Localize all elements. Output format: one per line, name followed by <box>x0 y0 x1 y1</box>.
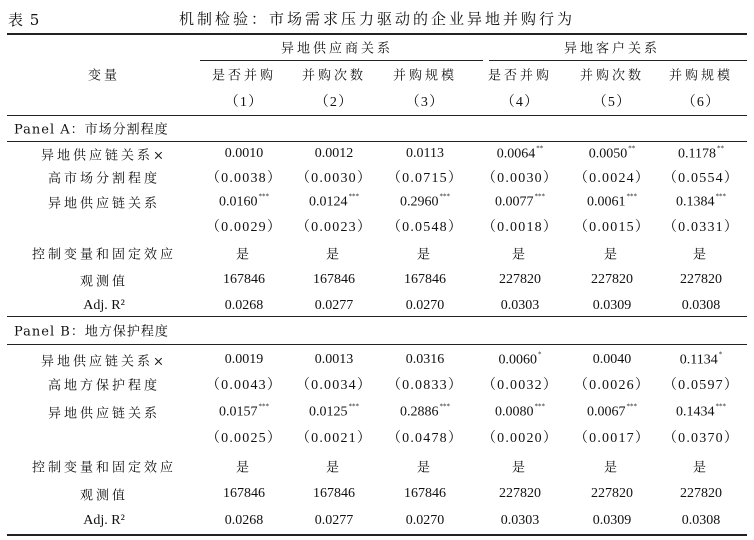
cell-value: 是 <box>692 460 710 476</box>
cell-value: 是 <box>325 460 343 476</box>
table-cell <box>682 513 721 529</box>
table-cell <box>587 404 637 421</box>
row-label: Adj. R² <box>83 513 125 528</box>
row-label: Adj. R² <box>83 298 125 313</box>
table-cell <box>574 427 650 447</box>
row-label: 异地供应链关系× <box>41 148 167 164</box>
cell-value: 0.2960 <box>400 194 439 210</box>
cell-value: 0.0160 <box>219 194 258 210</box>
table-cell <box>501 513 540 529</box>
cell-value: 0.1384 <box>676 194 715 210</box>
significance-stars: *** <box>626 192 637 201</box>
significance-stars: *** <box>715 402 726 411</box>
table-cell <box>387 427 463 447</box>
table-cell <box>296 216 372 236</box>
cell-value: 167846 <box>313 486 355 501</box>
table-cell <box>574 167 650 187</box>
cell-value: 0.1434 <box>676 404 715 420</box>
table-cell <box>680 272 722 288</box>
table-cell <box>406 298 445 314</box>
table-cell <box>223 272 265 288</box>
cell-value: 是 <box>235 460 253 476</box>
significance-stars: * <box>538 350 542 359</box>
table-cell <box>417 244 433 263</box>
variable-header: 变量 <box>87 68 121 84</box>
table-cell <box>225 146 264 162</box>
cell-value: 0.1134 <box>679 352 718 368</box>
table-cell <box>676 404 726 421</box>
panel-a-rule <box>7 141 747 142</box>
bottom-rule <box>7 534 747 536</box>
cell-value: 0.0303 <box>500 513 540 528</box>
cell-value: （0.0030） <box>295 171 373 186</box>
cell-value: 0.0050 <box>588 146 628 162</box>
cell-value: 0.0061 <box>587 194 626 210</box>
cell-value: 0.0277 <box>314 298 354 313</box>
table-cell <box>406 146 444 162</box>
cell-value: （0.0021） <box>295 431 373 446</box>
cell-value: 167846 <box>404 486 446 501</box>
table-cell <box>680 486 722 502</box>
sub-header: 是否并购 <box>487 68 553 84</box>
row-label: 高地方保护程度 <box>47 378 161 394</box>
cell-value: 0.0077 <box>495 194 534 210</box>
cell-value: 227820 <box>591 486 633 501</box>
top-rule <box>7 33 747 35</box>
table-cell <box>499 352 542 369</box>
table-cell <box>678 146 724 163</box>
cell-value: （0.0715） <box>386 171 464 186</box>
table-cell <box>313 272 355 288</box>
cell-value: 0.0012 <box>314 146 354 161</box>
table-cell <box>326 244 342 263</box>
cell-value: （0.0331） <box>662 220 740 235</box>
row-label: 异地供应链关系× <box>41 354 167 370</box>
table-cell <box>495 404 545 421</box>
sub-header: 并购次数 <box>579 68 645 84</box>
table-cell <box>387 167 463 187</box>
cell-value: 0.0268 <box>224 298 264 313</box>
table-cell <box>219 404 269 421</box>
cell-value: 是 <box>603 247 621 263</box>
table-cell <box>682 298 721 314</box>
table-cell <box>315 513 354 529</box>
significance-stars: *** <box>626 402 637 411</box>
table-cell <box>315 146 354 162</box>
panel-b-title: Panel B：地方保护程度 <box>14 324 169 340</box>
cell-value: 0.0080 <box>495 404 534 420</box>
cell-value: 0.0113 <box>406 146 444 161</box>
table-cell <box>315 352 354 368</box>
header-bottom-rule <box>7 115 747 116</box>
table-cell <box>417 457 433 476</box>
sub-header: 并购规模 <box>668 68 734 84</box>
group-header-supplier: 异地供应商关系 <box>280 41 394 57</box>
significance-stars: *** <box>348 402 359 411</box>
sub-header: 是否并购 <box>211 68 277 84</box>
cell-value: 0.0019 <box>224 352 264 367</box>
column-number: （5） <box>592 95 632 110</box>
cell-value: 0.0309 <box>592 513 632 528</box>
cell-value: （0.0029） <box>205 220 283 235</box>
table-cell <box>296 374 372 394</box>
cell-value: （0.0030） <box>481 171 559 186</box>
cell-value: （0.0478） <box>386 431 464 446</box>
table-cell <box>591 486 633 502</box>
group-rule-customer <box>489 60 747 61</box>
table-cell <box>387 216 463 236</box>
cell-value: 是 <box>603 460 621 476</box>
table-cell <box>400 404 450 421</box>
table-cell <box>309 404 359 421</box>
row-label: 控制变量和固定效应 <box>31 460 177 476</box>
table-cell <box>236 244 252 263</box>
table-cell <box>406 352 445 368</box>
table-cell <box>604 457 620 476</box>
table-cell <box>225 513 264 529</box>
table-cell <box>512 244 528 263</box>
table-cell <box>315 298 354 314</box>
cell-value: 167846 <box>404 272 446 287</box>
cell-value: 是 <box>325 247 343 263</box>
cell-value: （0.0038） <box>205 171 283 186</box>
cell-value: （0.0017） <box>573 431 651 446</box>
table-cell <box>676 194 726 211</box>
cell-value: 0.0067 <box>587 404 626 420</box>
cell-value: 0.0013 <box>314 352 354 367</box>
table-cell <box>663 167 739 187</box>
row-label: 观测值 <box>79 488 129 504</box>
table-cell <box>225 352 264 368</box>
cell-value: 227820 <box>680 272 722 287</box>
cell-value: （0.0548） <box>386 220 464 235</box>
table-cell <box>309 194 359 211</box>
cell-value: 0.0124 <box>309 194 348 210</box>
table-cell <box>236 457 252 476</box>
cell-value: 0.0308 <box>681 298 721 313</box>
cell-value: 0.2886 <box>400 404 439 420</box>
table-cell <box>406 513 445 529</box>
table-cell <box>495 194 545 211</box>
table-cell <box>497 146 544 163</box>
row-label: 高市场分割程度 <box>47 171 161 187</box>
table-cell <box>663 374 739 394</box>
table-cell <box>482 167 558 187</box>
panel-a-title: Panel A：市场分割程度 <box>14 122 169 138</box>
table-cell <box>574 216 650 236</box>
column-number: （3） <box>405 95 445 110</box>
significance-stars: ** <box>716 144 724 153</box>
table-cell <box>501 298 540 314</box>
cell-value: 0.0060 <box>498 352 537 368</box>
cell-value: 0.0270 <box>405 513 445 528</box>
table-cell <box>296 167 372 187</box>
significance-stars: ** <box>536 144 544 153</box>
column-number: （4） <box>500 95 540 110</box>
table-cell <box>663 216 739 236</box>
cell-value: 167846 <box>223 486 265 501</box>
cell-value: （0.0024） <box>573 171 651 186</box>
cell-value: （0.0597） <box>662 378 740 393</box>
table-title: 机制检验：市场需求压力驱动的企业异地并购行为 <box>178 10 575 28</box>
table-label: 表 5 <box>8 11 41 29</box>
cell-value: 0.0010 <box>224 146 264 161</box>
significance-stars: *** <box>715 192 726 201</box>
cell-value: 227820 <box>591 272 633 287</box>
cell-value: （0.0026） <box>573 378 651 393</box>
table-cell <box>512 457 528 476</box>
cell-value: （0.0554） <box>662 171 740 186</box>
cell-value: 227820 <box>680 486 722 501</box>
cell-value: （0.0025） <box>205 431 283 446</box>
panel-a-bottom-rule <box>7 316 747 317</box>
table-cell <box>206 374 282 394</box>
table-cell <box>604 244 620 263</box>
column-number: （2） <box>314 95 354 110</box>
row-label: 观测值 <box>79 274 129 290</box>
table-cell <box>499 486 541 502</box>
row-label: 异地供应链关系 <box>47 196 161 212</box>
table-cell <box>225 298 264 314</box>
table-cell <box>482 427 558 447</box>
group-header-customer: 异地客户关系 <box>563 41 661 57</box>
row-label: 异地供应链关系 <box>47 406 161 422</box>
cell-value: 0.0268 <box>224 513 264 528</box>
significance-stars: *** <box>258 402 269 411</box>
cell-value: （0.0032） <box>481 378 559 393</box>
table-cell <box>313 486 355 502</box>
cell-value: 0.0303 <box>500 298 540 313</box>
row-label: 控制变量和固定效应 <box>31 247 177 263</box>
table-cell <box>326 457 342 476</box>
cell-value: 167846 <box>223 272 265 287</box>
column-number: （6） <box>681 95 721 110</box>
cell-value: 是 <box>416 247 434 263</box>
cell-value: 0.0277 <box>314 513 354 528</box>
cell-value: 是 <box>511 460 529 476</box>
cell-value: 0.0064 <box>496 146 536 162</box>
sub-header: 并购规模 <box>392 68 458 84</box>
table-cell <box>499 272 541 288</box>
significance-stars: *** <box>534 402 545 411</box>
cell-value: （0.0020） <box>481 431 559 446</box>
table-cell <box>482 374 558 394</box>
cell-value: （0.0023） <box>295 220 373 235</box>
cell-value: 是 <box>692 247 710 263</box>
table-cell <box>680 352 722 369</box>
group-rule-supplier <box>200 60 483 61</box>
cell-value: （0.0370） <box>662 431 740 446</box>
table-cell <box>693 244 709 263</box>
significance-stars: *** <box>258 192 269 201</box>
table-cell <box>404 486 446 502</box>
table-cell <box>219 194 269 211</box>
cell-value: （0.0034） <box>295 378 373 393</box>
panel-b-rule <box>7 344 747 345</box>
table-cell <box>589 146 636 163</box>
significance-stars: ** <box>628 144 636 153</box>
significance-stars: *** <box>439 402 450 411</box>
cell-value: （0.0015） <box>573 220 651 235</box>
table-cell <box>400 194 450 211</box>
cell-value: 0.1178 <box>678 146 716 162</box>
cell-value: 是 <box>416 460 434 476</box>
table-cell <box>206 427 282 447</box>
cell-value: 227820 <box>499 272 541 287</box>
column-number: （1） <box>224 95 264 110</box>
table-cell <box>404 272 446 288</box>
cell-value: （0.0043） <box>205 378 283 393</box>
cell-value: （0.0833） <box>386 378 464 393</box>
cell-value: 0.0308 <box>681 513 721 528</box>
table-cell <box>593 513 632 529</box>
cell-value: （0.0018） <box>481 220 559 235</box>
table-cell <box>296 427 372 447</box>
table-cell <box>591 272 633 288</box>
cell-value: 是 <box>235 247 253 263</box>
table-cell <box>574 374 650 394</box>
cell-value: 是 <box>511 247 529 263</box>
cell-value: 0.0309 <box>592 298 632 313</box>
significance-stars: *** <box>439 192 450 201</box>
table-cell <box>387 374 463 394</box>
table-cell <box>593 352 632 368</box>
table-cell <box>482 216 558 236</box>
significance-stars: *** <box>534 192 545 201</box>
table-cell <box>693 457 709 476</box>
table-cell <box>663 427 739 447</box>
cell-value: 0.0270 <box>405 298 445 313</box>
table-cell <box>593 298 632 314</box>
table-cell <box>206 216 282 236</box>
cell-value: 167846 <box>313 272 355 287</box>
significance-stars: *** <box>348 192 359 201</box>
significance-stars: * <box>718 350 723 359</box>
table-cell <box>206 167 282 187</box>
table-cell <box>587 194 637 211</box>
table-cell <box>223 486 265 502</box>
sub-header: 并购次数 <box>301 68 367 84</box>
cell-value: 0.0316 <box>405 352 445 367</box>
cell-value: 0.0125 <box>309 404 348 420</box>
cell-value: 0.0157 <box>219 404 258 420</box>
cell-value: 227820 <box>499 486 541 501</box>
cell-value: 0.0040 <box>592 352 632 367</box>
